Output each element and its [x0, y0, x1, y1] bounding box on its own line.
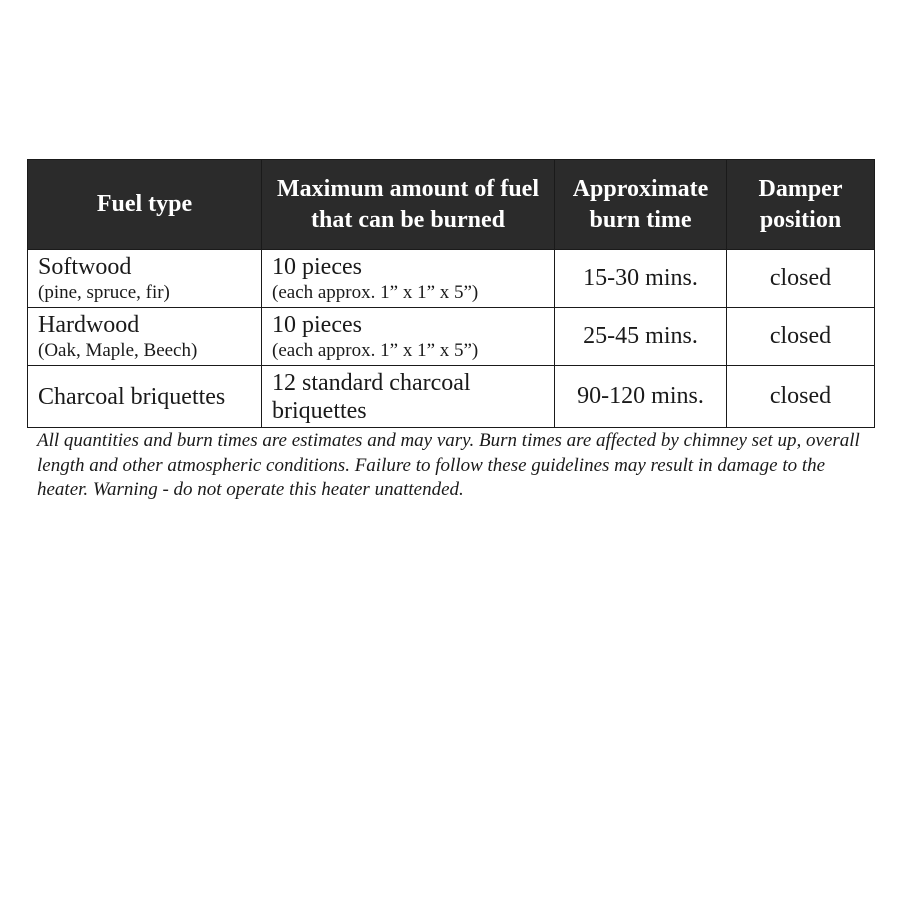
fuel-guide-document	[27, 159, 874, 503]
cell-fuel-type	[28, 366, 262, 428]
cell-fuel-type	[28, 250, 262, 308]
table-row	[28, 366, 875, 428]
disclaimer-note: All quantities and burn times are estimates and may vary. Burn times are affected by chimney set up, overall length and other atmospheric conditions. Failure to follow these guidelines may result in damage to the heater. Warning - do not operate this heater unattended.	[37, 430, 860, 500]
header-fuel-type: Fuel type	[28, 160, 262, 250]
cell-max-amount	[262, 308, 555, 366]
fuel-table	[27, 159, 875, 428]
table-row	[28, 308, 875, 366]
fuel-name: Hardwood	[38, 311, 140, 338]
amount-detail: (each approx. 1” x 1” x 5”)	[272, 339, 479, 361]
table-header-row	[28, 160, 875, 250]
cell-fuel-type	[28, 308, 262, 366]
cell-burn-time: 15-30 mins.	[555, 250, 727, 308]
fuel-name: Charcoal briquettes	[38, 383, 226, 410]
header-burn-time: Approximate burn time	[555, 160, 727, 250]
cell-burn-time: 25-45 mins.	[555, 308, 727, 366]
header-max-amount: Maximum amount of fuel that can be burned	[262, 160, 555, 250]
cell-damper-position: closed	[727, 308, 875, 366]
cell-damper-position: closed	[727, 366, 875, 428]
cell-damper-position: closed	[727, 250, 875, 308]
amount-value: 10 pieces	[272, 311, 362, 338]
amount-value: 10 pieces	[272, 253, 362, 280]
cell-max-amount	[262, 366, 555, 428]
table-row	[28, 250, 875, 308]
amount-detail: (each approx. 1” x 1” x 5”)	[272, 281, 479, 303]
header-damper-position: Damper position	[727, 160, 875, 250]
cell-max-amount	[262, 250, 555, 308]
fuel-name: Softwood	[38, 253, 132, 280]
cell-burn-time: 90-120 mins.	[555, 366, 727, 428]
fuel-detail: (Oak, Maple, Beech)	[38, 339, 198, 361]
fuel-detail: (pine, spruce, fir)	[38, 281, 170, 303]
amount-value: 12 standard charcoal briquettes	[272, 369, 471, 424]
